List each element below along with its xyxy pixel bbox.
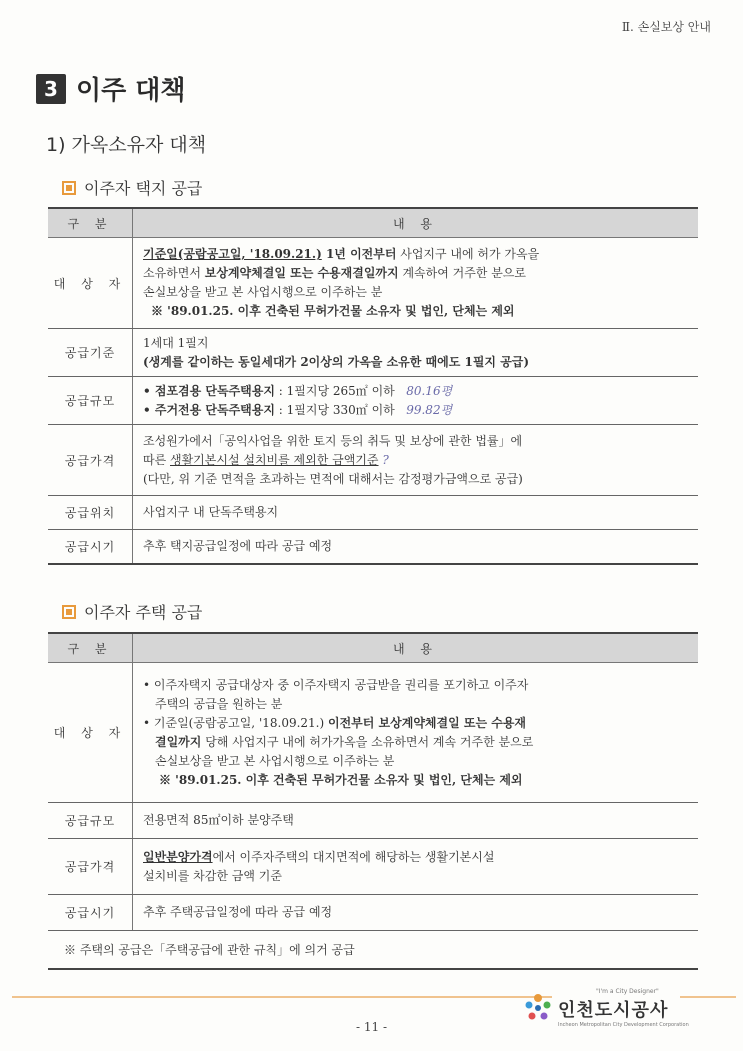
section-number: 3 [36, 74, 66, 104]
text-bold: 1년 이전부터 [321, 247, 397, 261]
text: (다만, 위 기준 면적을 초과하는 면적에 대해서는 감정평가금액으로 공급) [143, 471, 523, 486]
exclusion-note: ※ '89.01.25. 이후 건축된 무허가건물 소유자 및 법인, 단체는 제외 [159, 772, 523, 787]
land-supply-table [48, 207, 698, 565]
row-label: 공급규모 [48, 377, 133, 425]
row-content [133, 839, 699, 895]
text-bold: 이전부터 보상계약체결일 또는 수용재 [328, 715, 527, 730]
text: 따른 [143, 452, 170, 467]
header-category: 구 분 [48, 208, 133, 238]
text: 주택의 공급을 원하는 분 [155, 696, 283, 711]
table-row [48, 496, 698, 530]
row-label: 대 상 자 [48, 238, 133, 329]
row-label: 대 상 자 [48, 663, 133, 803]
table1-title: 이주자 택지 공급 [84, 179, 203, 198]
table-row [48, 839, 698, 895]
table-row [48, 895, 698, 931]
row-content [133, 425, 699, 496]
row-label: 공급시기 [48, 895, 133, 931]
row-content: 사업지구 내 단독주택용지 [133, 496, 699, 530]
text: • 이주자택지 공급대상자 중 이주자택지 공급받을 권리를 포기하고 이주자 [143, 677, 529, 692]
table-row [48, 377, 698, 425]
section-title: 이주 대책 [76, 76, 186, 106]
text: 에서 이주자주택의 대지면적에 해당하는 생활기본시설 [212, 849, 495, 864]
header-content: 내 용 [133, 208, 699, 238]
row-content [133, 329, 699, 377]
table-row [48, 329, 698, 377]
text-bold: (생계를 같이하는 동일세대가 2이상의 가옥을 소유한 때에도 1필지 공급) [143, 354, 530, 369]
logo-slogan: "I'm a City Designer" [596, 988, 659, 995]
text-bold: • 주거전용 단독주택용지 [143, 402, 275, 417]
handwritten-note: ? [382, 452, 389, 467]
text-bold: 일반분양가격 [143, 849, 213, 864]
text: 조성원가에서「공익사업을 위한 토지 등의 취득 및 보상에 관한 법률」에 [143, 433, 523, 448]
header-category: 구 분 [48, 633, 133, 663]
table-row [48, 530, 698, 564]
table-row [48, 425, 698, 496]
row-content: 추후 주택공급일정에 따라 공급 예정 [133, 895, 699, 931]
row-content [133, 663, 699, 803]
table-row [48, 238, 698, 329]
chapter-header: Ⅱ. 손실보상 안내 [621, 20, 711, 34]
table-row [48, 931, 698, 969]
text: 계속하여 거주한 분으로 [398, 266, 526, 280]
text: 1세대 1필지 [143, 335, 209, 350]
bullet-item [143, 714, 690, 790]
row-content: 추후 택지공급일정에 따라 공급 예정 [133, 530, 699, 564]
row-label: 공급기준 [48, 329, 133, 377]
text: : 1필지당 330㎡ 이하 [274, 402, 395, 417]
text-bold: 결일까지 [155, 734, 202, 749]
text: 설치비를 차감한 금액 기준 [143, 868, 282, 883]
row-content: 전용면적 85㎡이하 분양주택 [133, 803, 699, 839]
text-underlined: 생활기본시설 설치비를 제외한 금액기준 [170, 452, 379, 467]
square-bullet-icon [62, 605, 76, 619]
row-content [133, 238, 699, 329]
row-label: 공급규모 [48, 803, 133, 839]
text: 사업지구 내에 허가 가옥을 [396, 247, 540, 261]
logo-english-name: Incheon Metropolitan City Development Corporation [558, 1022, 689, 1028]
table1-heading [62, 176, 202, 199]
table-footnote: ※ 주택의 공급은「주택공급에 관한 규칙」에 의거 공급 [48, 931, 698, 969]
row-label: 공급가격 [48, 839, 133, 895]
exclusion-note: ※ '89.01.25. 이후 건축된 무허가건물 소유자 및 법인, 단체는 제외 [151, 304, 515, 318]
text-bold: • 점포겸용 단독주택용지 [143, 383, 275, 398]
row-label: 공급시기 [48, 530, 133, 564]
table-row [48, 663, 698, 803]
handwritten-note: 80.16평 [406, 383, 453, 398]
page-number: - 11 - [355, 1020, 387, 1034]
text: 당해 사업지구 내에 허가가옥을 소유하면서 계속 거주한 분으로 [201, 734, 534, 749]
table-header-row [48, 208, 698, 238]
text: 소유하면서 [143, 266, 205, 280]
bullet-item [143, 676, 690, 714]
section-heading [36, 70, 186, 107]
square-bullet-icon [62, 181, 76, 195]
table-row [48, 803, 698, 839]
row-label: 공급위치 [48, 496, 133, 530]
row-content [133, 377, 699, 425]
reference-date: 기준일(공람공고일, '18.09.21.) [143, 247, 322, 261]
text: • 기준일(공람공고일, '18.09.21.) [143, 715, 328, 730]
subsection-title: 1) 가옥소유자 대책 [46, 134, 207, 156]
table2-heading [62, 600, 202, 623]
text: 손실보상을 받고 본 사업시행으로 이주하는 분 [143, 285, 383, 299]
text-bold: 보상계약체결일 또는 수용재결일까지 [204, 266, 399, 280]
handwritten-note: 99.82평 [406, 402, 453, 417]
row-label: 공급가격 [48, 425, 133, 496]
housing-supply-table [48, 632, 698, 970]
text: : 1필지당 265㎡ 이하 [274, 383, 395, 398]
header-content: 내 용 [133, 633, 699, 663]
logo-name: 인천도시공사 [558, 1000, 669, 1021]
text: 손실보상을 받고 본 사업시행으로 이주하는 분 [155, 753, 395, 768]
table-header-row [48, 633, 698, 663]
footer-divider [12, 996, 552, 998]
table2-title: 이주자 주택 공급 [84, 603, 203, 622]
